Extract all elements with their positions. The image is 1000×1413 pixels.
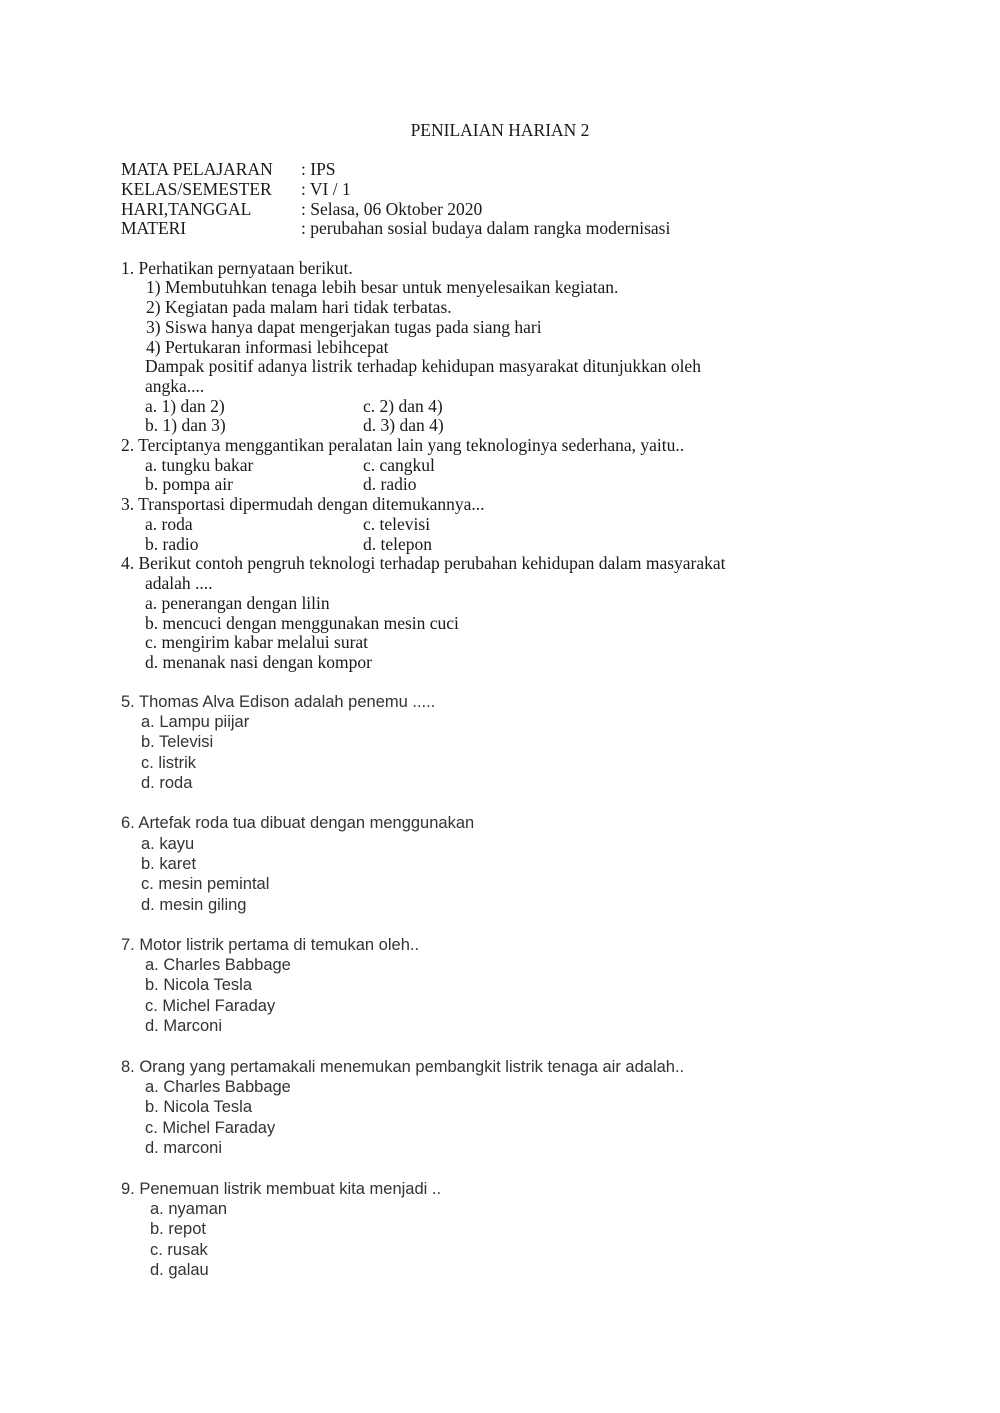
q4-option-d: d. menanak nasi dengan kompor bbox=[145, 652, 372, 672]
question-4-cont: adalah .... bbox=[145, 573, 213, 593]
q5-option-b: b. Televisi bbox=[141, 733, 214, 751]
q4-option-a: a. penerangan dengan lilin bbox=[145, 593, 330, 613]
q1-option-d: d. 3) dan 4) bbox=[363, 415, 444, 435]
q3-option-b: b. radio bbox=[145, 534, 199, 554]
header-value-subject: : IPS bbox=[301, 159, 336, 179]
q7-option-d: d. Marconi bbox=[145, 1017, 223, 1035]
q6-option-d: d. mesin giling bbox=[141, 896, 247, 914]
header-value-material: : perubahan sosial budaya dalam rangka modernisasi bbox=[301, 218, 671, 238]
header-value-class: : VI / 1 bbox=[301, 179, 351, 199]
q8-option-a: a. Charles Babbage bbox=[145, 1078, 291, 1096]
q5-option-d: d. roda bbox=[141, 774, 193, 792]
q4-option-b: b. mencuci dengan menggunakan mesin cuci bbox=[145, 613, 459, 633]
q2-option-c: c. cangkul bbox=[363, 455, 435, 475]
q6-option-a: a. kayu bbox=[141, 835, 195, 853]
q6-option-b: b. karet bbox=[141, 855, 197, 873]
q1-statement-2: 2) Kegiatan pada malam hari tidak terbatas. bbox=[146, 297, 452, 317]
q6-option-c: c. mesin pemintal bbox=[141, 875, 270, 893]
q9-option-d: d. galau bbox=[150, 1261, 209, 1279]
question-8: 8. Orang yang pertamakali menemukan pembangkit listrik tenaga air adalah.. bbox=[121, 1058, 685, 1076]
q3-option-c: c. televisi bbox=[363, 514, 431, 534]
q1-option-a: a. 1) dan 2) bbox=[145, 396, 225, 416]
q5-option-a: a. Lampu piijar bbox=[141, 713, 250, 731]
header-label-class: KELAS/SEMESTER bbox=[121, 179, 272, 199]
q1-statement-1: 1) Membutuhkan tenaga lebih besar untuk menyelesaikan kegiatan. bbox=[146, 277, 619, 297]
q9-option-c: c. rusak bbox=[150, 1241, 208, 1259]
question-6: 6. Artefak roda tua dibuat dengan menggunakan bbox=[121, 814, 475, 832]
q2-option-d: d. radio bbox=[363, 474, 417, 494]
q4-option-c: c. mengirim kabar melalui surat bbox=[145, 632, 369, 652]
q1-prompt-cont: angka.... bbox=[145, 376, 205, 396]
question-5: 5. Thomas Alva Edison adalah penemu ..... bbox=[121, 693, 436, 711]
q1-prompt: Dampak positif adanya listrik terhadap kehidupan masyarakat ditunjukkan oleh bbox=[145, 356, 701, 376]
q7-option-b: b. Nicola Tesla bbox=[145, 976, 253, 994]
header-value-date: : Selasa, 06 Oktober 2020 bbox=[301, 199, 483, 219]
page-title: PENILAIAN HARIAN 2 bbox=[410, 120, 590, 140]
question-4: 4. Berikut contoh pengruh teknologi terhadap perubahan kehidupan dalam masyarakat bbox=[121, 553, 726, 573]
question-1: 1. Perhatikan pernyataan berikut. bbox=[121, 258, 353, 278]
q5-option-c: c. listrik bbox=[141, 754, 196, 772]
q1-statement-3: 3) Siswa hanya dapat mengerjakan tugas pada siang hari bbox=[146, 317, 542, 337]
question-7: 7. Motor listrik pertama di temukan oleh.. bbox=[121, 936, 420, 954]
q7-option-a: a. Charles Babbage bbox=[145, 956, 291, 974]
q3-option-d: d. telepon bbox=[363, 534, 433, 554]
q8-option-c: c. Michel Faraday bbox=[145, 1119, 276, 1137]
q8-option-b: b. Nicola Tesla bbox=[145, 1098, 253, 1116]
header-label-material: MATERI bbox=[121, 218, 187, 238]
header-label-date: HARI,TANGGAL bbox=[121, 199, 252, 219]
q8-option-d: d. marconi bbox=[145, 1139, 223, 1157]
q1-option-c: c. 2) dan 4) bbox=[363, 396, 443, 416]
question-2: 2. Terciptanya menggantikan peralatan lain yang teknologinya sederhana, yaitu.. bbox=[121, 435, 685, 455]
question-9: 9. Penemuan listrik membuat kita menjadi .. bbox=[121, 1180, 442, 1198]
q2-option-a: a. tungku bakar bbox=[145, 455, 254, 475]
q9-option-a: a. nyaman bbox=[150, 1200, 228, 1218]
q3-option-a: a. roda bbox=[145, 514, 193, 534]
header-label-subject: MATA PELAJARAN bbox=[121, 159, 273, 179]
q9-option-b: b. repot bbox=[150, 1220, 206, 1238]
question-3: 3. Transportasi dipermudah dengan ditemukannya... bbox=[121, 494, 485, 514]
q1-option-b: b. 1) dan 3) bbox=[145, 415, 226, 435]
q1-statement-4: 4) Pertukaran informasi lebihcepat bbox=[146, 337, 389, 357]
q7-option-c: c. Michel Faraday bbox=[145, 997, 276, 1015]
q2-option-b: b. pompa air bbox=[145, 474, 233, 494]
